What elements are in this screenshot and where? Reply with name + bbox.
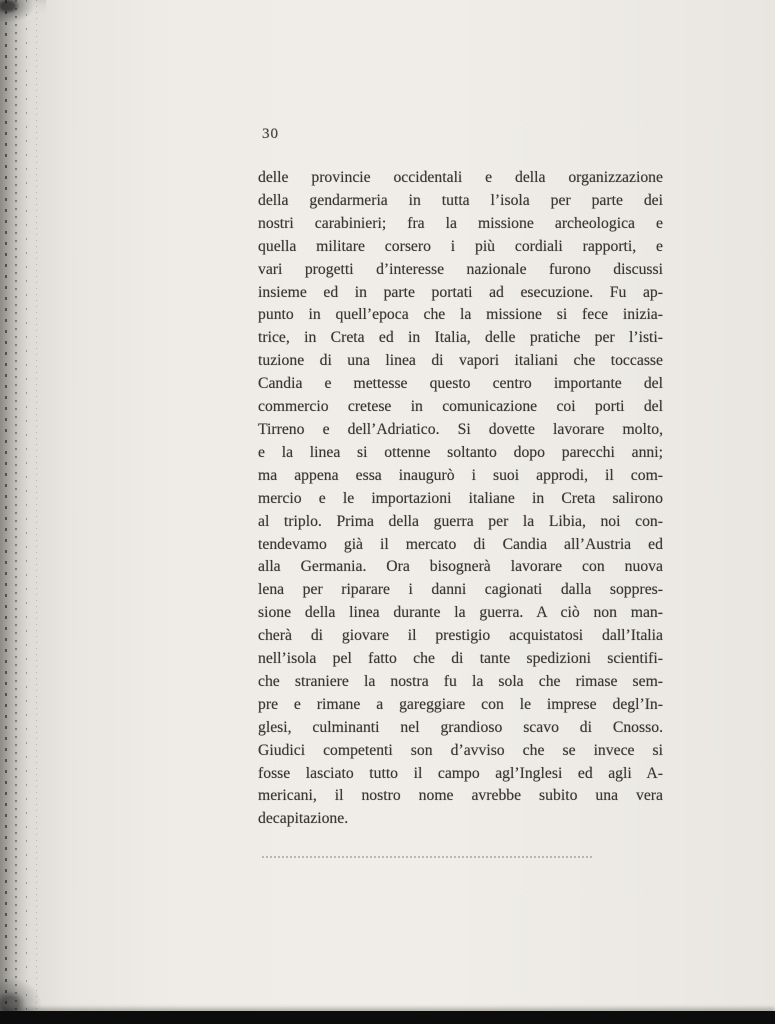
text-line: nell’isola pel fatto che di tante spedizioni scientifi- (258, 650, 663, 668)
text-line: trice, in Creta ed in Italia, delle pratiche per l’isti- (258, 329, 663, 347)
text-line: vari progetti d’interesse nazionale furono discussi (258, 260, 663, 278)
text-line: decapitazione. (258, 810, 349, 828)
text-line: lena per riparare i danni cagionati dalla soppres- (258, 581, 663, 599)
text-line: Tirreno e dell’Adriatico. Si dovette lavorare molto, (258, 420, 663, 438)
scan-corner-blot-top (0, 0, 60, 40)
text-line: al triplo. Prima della guerra per la Libia, noi con- (258, 512, 663, 530)
text-line: nostri carabinieri; fra la missione archeologica e (258, 214, 663, 232)
scan-artifact-dots (262, 856, 592, 858)
text-line: alla Germania. Ora bisognerà lavorare con nuova (258, 558, 663, 576)
text-line: ma appena essa inaugurò i suoi approdi, il com- (258, 466, 663, 484)
text-line: pre e rimane a gareggiare con le imprese degl’In- (258, 695, 663, 713)
text-line: glesi, culminanti nel grandioso scavo di Cnosso. (258, 718, 663, 736)
text-line: Candia e mettesse questo centro importante del (258, 375, 663, 393)
text-line: cherà di giovare il prestigio acquistatosi dall’Italia (258, 627, 663, 645)
text-line: e la linea si ottenne soltanto dopo parecchi anni; (258, 443, 663, 461)
text-line: commercio cretese in comunicazione coi porti del (258, 398, 663, 416)
text-line: delle provincie occidentali e della organizzazione (258, 169, 663, 186)
text-line: mercio e le importazioni italiane in Creta salirono (258, 489, 663, 507)
scan-bottom-edge (0, 1011, 775, 1024)
text-line: tuzione di una linea di vapori italiani che toccasse (258, 352, 663, 370)
text-line: mericani, il nostro nome avrebbe subito una vera (258, 787, 663, 805)
scan-corner-blot-bottom (0, 954, 70, 1014)
text-line: tendevamo già il mercato di Candia all’Austria ed (258, 535, 663, 553)
text-line: fosse lasciato tutto il campo agl’Inglesi ed agli A- (258, 764, 663, 782)
text-line: Giudici competenti son d’avviso che se invece si (258, 741, 663, 759)
body-text (258, 167, 663, 831)
text-line: che straniere la nostra fu la sola che rimase sem- (258, 672, 663, 690)
scan-binding-noise (0, 0, 46, 1024)
text-line: sione della linea durante la guerra. A ciò non man- (258, 604, 663, 622)
text-line: quella militare corsero i più cordiali rapporti, e (258, 237, 663, 255)
text-line: insieme ed in parte portati ad esecuzione. Fu ap- (258, 283, 663, 301)
page-number: 30 (262, 126, 279, 142)
text-line: punto in quell’epoca che la missione si fece inizia- (258, 306, 663, 324)
text-line: della gendarmeria in tutta l’isola per parte dei (258, 191, 663, 209)
